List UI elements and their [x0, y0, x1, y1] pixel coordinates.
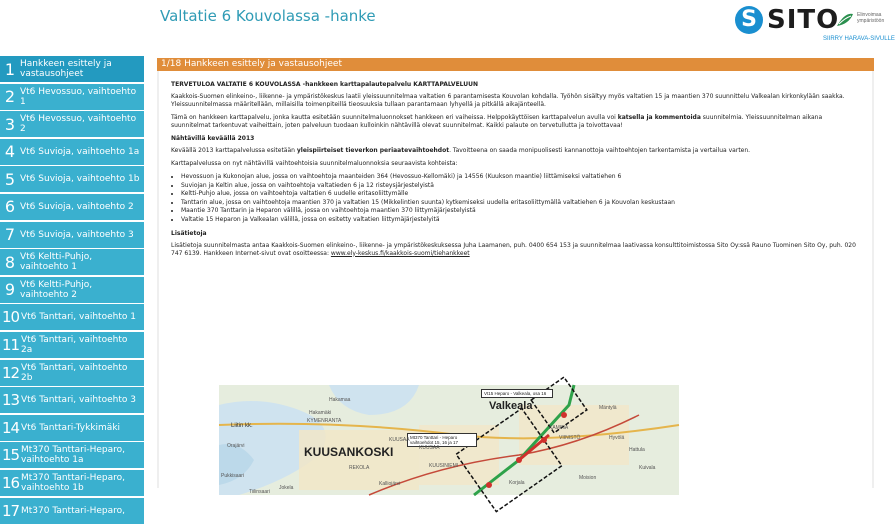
- sidebar-item-label: Vt6 Suvioja, vaihtoehto 1b: [20, 174, 140, 185]
- service-text-bold: katsella ja kommentoida: [617, 114, 701, 121]
- map-place-label: Hyvölä: [609, 435, 625, 441]
- sidebar-item-label: Vt6 Suvioja, vaihtoehto 2: [20, 201, 134, 212]
- welcome-heading: TERVETULOA VALTATIE 6 KOUVOLASSA -hankkeen karttapalautepalvelu KARTTAPALVELUUN: [171, 81, 479, 88]
- map-place-label: Hakamäki: [309, 410, 332, 416]
- sidebar-item-number: 10: [1, 308, 20, 327]
- sidebar-item-label: Vt6 Hevossuo, vaihtoehto 2: [20, 114, 137, 135]
- sito-logo: [735, 4, 895, 44]
- sidebar-item-14[interactable]: [0, 415, 144, 441]
- sidebar-item-label: Vt6 Tanttari-Tykkimäki: [21, 422, 121, 433]
- sidebar-item-7[interactable]: [0, 222, 144, 248]
- map-place-label: Orajärvi: [227, 443, 245, 449]
- sidebar-item-label: Mt370 Tanttari-Heparo, vaihtoehto 1b: [21, 472, 125, 493]
- sidebar-item-12[interactable]: [0, 360, 144, 386]
- panel-header: 1/18 Hankkeen esittely ja vastausohjeet: [157, 58, 874, 71]
- leaf-icon: [835, 10, 855, 30]
- list-item: • Tanttarin alue, jossa on vaihtoehtoja maantien 370 ja valtatien 15 (Mikkelintien suunta) kytkemiseksi uudella eritasoliittymällä valtatiehen 6 ja Kouvolan keskustaan: [181, 199, 860, 207]
- page-header: [0, 0, 895, 50]
- sidebar-item-number: 15: [1, 446, 20, 465]
- sidebar-item-label: Vt6 Tanttari, vaihtoehto 1: [21, 312, 136, 323]
- sidebar-item-2[interactable]: [0, 84, 144, 110]
- map-place-label: Mäntylä: [599, 405, 617, 411]
- sidebar-item-number: 11: [1, 335, 20, 354]
- service-text-a: Tämä on hankkeen karttapalvelu, jonka kautta esitetään suunnitelmaluonnokset hankkeen eri vaiheissa. Helppokäyttöisen karttapalvelun avulla voi: [171, 114, 618, 121]
- list-item: • Suviojan ja Keltin alue, jossa on vaihtoehtoja valtatieden 6 ja 12 risteysjärjestelyistä: [181, 182, 860, 190]
- page-title: Valtatie 6 Kouvolassa -hanke: [160, 7, 376, 25]
- sidebar-item-11[interactable]: [0, 332, 144, 358]
- list-item: • Maantie 370 Tanttarin ja Heparon välillä, jossa on vaihtoehtoja maantien 370 liittymäjärjestelyistä: [181, 207, 860, 215]
- spring-text-c: . Tavoitteena on saada monipuolisesti kannanottoja vaihtoehtojen tarkentamista ja vertailua varten.: [449, 147, 751, 154]
- map-place-label: Hakamaa: [329, 397, 351, 403]
- map-place-label: Tiilinsaari: [249, 489, 270, 495]
- sidebar-item-3[interactable]: [0, 111, 144, 137]
- map-place-label: Moision: [579, 475, 597, 481]
- sidebar-item-6[interactable]: [0, 194, 144, 220]
- sito-s-icon: S: [735, 6, 763, 34]
- list-item: • Valtatie 15 Heparon ja Valkealan välillä, jossa on esitetty valtatien liittymäjärjestelyitä: [181, 216, 860, 224]
- map-road-label: Liitin kk.: [231, 423, 253, 429]
- sidebar-item-number: 12: [1, 363, 20, 382]
- sidebar-item-label: Vt6 Tanttari, vaihtoehto 2a: [21, 334, 128, 355]
- spring-heading: Nähtävillä keväällä 2013: [171, 135, 255, 142]
- service-paragraph: [171, 114, 860, 130]
- sidebar-item-13[interactable]: [0, 387, 144, 413]
- sidebar-item-label: Mt370 Tanttari-Heparo,: [21, 505, 125, 516]
- map-place-label: Jokela: [279, 485, 294, 491]
- sidebar-item-17[interactable]: [0, 498, 144, 524]
- sidebar-item-10[interactable]: [0, 304, 144, 330]
- sidebar-item-label: Vt6 Suvioja, vaihtoehto 1a: [20, 146, 140, 157]
- map-place-label: KUUSAA: [389, 437, 410, 443]
- list-item: • Hevossuon ja Kukonojan alue, jossa on vaihtoehtoja maanteiden 364 (Hevossuo-Kellomäki) ja 14556 (Kuukson maantie) liittämiseksi valtatiehen 6: [181, 173, 860, 181]
- sidebar-item-9[interactable]: [0, 277, 144, 303]
- logo-text: SITO: [767, 5, 840, 35]
- map-place-label: VIINISTÖ: [559, 435, 581, 441]
- map-place-label: KUUSINIEMI: [429, 463, 459, 469]
- map-city-kuusankoski: KUUSANKOSKI: [304, 445, 394, 459]
- sidebar-item-number: 4: [4, 142, 16, 162]
- spring-paragraph: [171, 147, 860, 155]
- sidebar-item-16[interactable]: [0, 470, 144, 496]
- sidebar-item-label: Vt6 Keltti-Puhjo, vaihtoehto 1: [20, 252, 93, 273]
- logo-small-text: Elinvoimaa ympäristöön: [857, 12, 885, 24]
- map-place-label: Kalliojärvi: [379, 481, 401, 487]
- sidebar-item-label: Hankkeen esittely ja vastausohjeet: [20, 59, 112, 79]
- info-heading: Lisätietoja: [171, 229, 207, 237]
- intro-paragraph: Kaakkois-Suomen elinkeino-, liikenne- ja ympäristökeskus laatii yleissuunnitelmaa valtatien 6 parantamisesta Kouvolan kohdalla. Työhön sisältyy myös valtatien 15 ja maantien 370 suunnittelu Valkealan kirkonkylään saakka. Yleissuunnitelmassa määritellään, millaisilla toimenpiteillä tieosuuksia tullaan parantamaan lyhyellä ja pitkällä aikajänteellä.: [171, 93, 845, 108]
- sidebar-item-label: Vt6 Suvioja, vaihtoehto 3: [20, 229, 134, 240]
- sites-paragraph: Karttapalvelussa on nyt nähtävillä vaihtoehtoisia suunnitelmaluonnoksia seuraavista kohteista:: [171, 160, 458, 167]
- sidebar-item-5[interactable]: [0, 166, 144, 192]
- service-text-c: suunnitelmia. Yleissuunnitelman aikana suunnitelmat tarkentuvat vaiheittain, joten palveluun tuodaan kulloinkin nähtävillä olevat suunnitelmat. Kaikki palaute on tervetullutta ja toivottavaa!: [171, 114, 823, 129]
- sidebar-item-1[interactable]: [0, 56, 144, 82]
- spring-text-a: Keväällä 2013 karttapalvelussa esitetään: [171, 147, 297, 154]
- sidebar-item-number: 13: [1, 391, 20, 410]
- map-place-label: Kuivala: [639, 465, 656, 471]
- sidebar-item-label: Vt6 Keltti-Puhjo, vaihtoehto 2: [20, 279, 93, 300]
- map-place-label: KAMINA: [549, 425, 569, 431]
- list-item: • Keltti-Puhjo alue, jossa on vaihtoehtoja valtatien 6 uudelle eritasoliittymälle: [181, 190, 860, 198]
- sidebar-item-number: 3: [4, 114, 16, 134]
- sidebar-item-number: 9: [4, 280, 16, 300]
- sidebar-item-number: 8: [4, 252, 16, 272]
- sidebar-item-number: 5: [4, 169, 16, 189]
- sidebar-item-number: 7: [4, 225, 16, 245]
- sidebar-item-15[interactable]: [0, 442, 144, 468]
- sidebar-item-8[interactable]: [0, 249, 144, 275]
- map-place-label: KYMENRANTA: [307, 418, 342, 424]
- sidebar-item-number: 2: [4, 87, 16, 107]
- info-text: Lisätietoja suunnitelmasta antaa Kaakkois-Suomen elinkeino-, liikenne- ja ympäristökeskuksessa Juha Laamanen, puh. 0400 654 153 ja suunnitelmaa laativassa konsulttitoimistossa Sito Oy:ssä Rauno Tuominen Sito Oy, puh. 020 747 6139. Hankkeen Internet-sivut ovat osoitteessa:: [171, 241, 856, 257]
- sidebar-item-number: 14: [1, 418, 20, 437]
- map-city-valkeala: Valkeala: [489, 400, 533, 412]
- overview-map[interactable]: [219, 385, 679, 495]
- map-callout-vt15: Vt15 Heparo - Valkeala, osa 16: [481, 389, 553, 398]
- sidebar-item-number: 17: [1, 501, 20, 520]
- sidebar-item-label: Vt6 Tanttari, vaihtoehto 3: [21, 395, 136, 406]
- sidebar: [0, 56, 150, 520]
- sidebar-item-number: 16: [1, 473, 20, 492]
- sidebar-item-4[interactable]: [0, 139, 144, 165]
- project-website-link[interactable]: www.ely-keskus.fi/kaakkois-suomi/tiehankkeet: [330, 249, 470, 257]
- map-place-label: KUUSAA: [419, 445, 440, 451]
- map-place-label: Hattula: [629, 447, 645, 453]
- map-place-label: REKOLA: [349, 465, 370, 471]
- sidebar-item-number: 1: [4, 59, 16, 79]
- harava-link[interactable]: SIIRRY HARAVA-SIVULLE: [823, 36, 895, 42]
- sidebar-item-number: 6: [4, 197, 16, 217]
- map-place-label: Korjala: [509, 480, 525, 486]
- map-place-label: Pukkisaari: [221, 473, 245, 479]
- sidebar-item-label: Vt6 Hevossuo, vaihtoehto 1: [20, 86, 137, 107]
- sites-list: [181, 173, 860, 224]
- content-panel: [157, 58, 874, 495]
- spring-text-bold: yleispiirteiset tieverkon periaatevaihtoehdot: [296, 147, 450, 154]
- map-callout-mt370: Mt370 Tanttari - Heparo vaihtoehdot 15, 16 ja 17: [407, 433, 477, 447]
- sidebar-item-label: Mt370 Tanttari-Heparo, vaihtoehto 1a: [21, 445, 125, 466]
- info-paragraph: [171, 242, 860, 258]
- sidebar-item-label: Vt6 Tanttari, vaihtoehto 2b: [21, 362, 128, 383]
